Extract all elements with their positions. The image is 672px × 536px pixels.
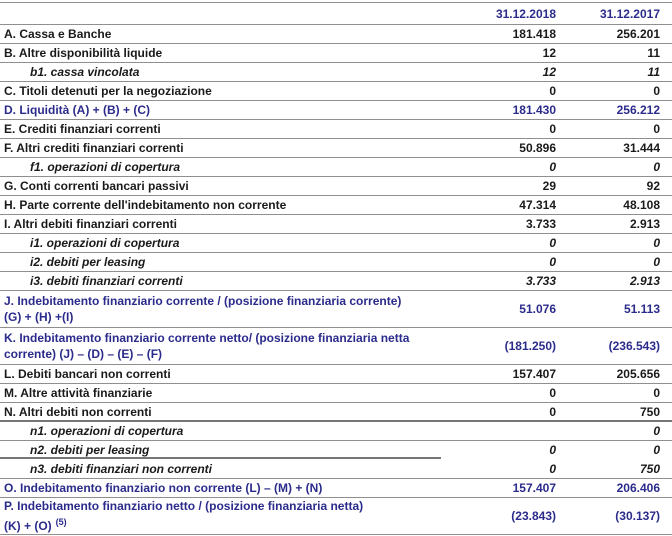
row-label	[0, 366, 445, 382]
row-label	[0, 216, 445, 232]
value-2017: 206.406	[616, 481, 660, 495]
row-label-line1: N. Altri debiti non correnti	[4, 404, 152, 419]
row-label	[0, 121, 445, 137]
row-label-line2-text: corrente) (J) – (D) – (E) – (F)	[4, 347, 163, 361]
table-row	[0, 120, 672, 139]
value-2018: 0	[549, 404, 556, 419]
row-label	[0, 404, 445, 420]
value-2018: 29	[542, 179, 556, 193]
value-2018: 12	[542, 46, 556, 60]
table-row	[0, 215, 672, 234]
row-label-line1: L. Debiti bancari non correnti	[4, 367, 171, 381]
row-label	[0, 159, 445, 175]
row-label	[0, 235, 445, 251]
value-2017: 256.212	[616, 103, 660, 117]
table-row	[0, 479, 672, 498]
row-label-line1: n3. debiti finanziari non correnti	[30, 462, 213, 476]
value-2017: 11	[647, 46, 660, 60]
value-2018: 50.896	[519, 141, 556, 155]
value-2018: 3.733	[525, 217, 556, 231]
table-row	[0, 63, 672, 82]
table-row	[0, 253, 672, 272]
table-row	[0, 101, 672, 120]
row-label	[0, 197, 445, 213]
row-label	[0, 442, 445, 458]
footnote-ref: (5)	[55, 517, 67, 527]
value-2017: 205.656	[616, 367, 660, 381]
row-label	[0, 293, 445, 325]
table-row	[0, 196, 672, 215]
value-2017: 0	[653, 424, 660, 438]
row-label	[0, 83, 445, 99]
value-2018: 47.314	[519, 198, 556, 212]
row-label-line1: K. Indebitamento finanziario corrente netto/ (posizione finanziaria netta	[4, 331, 410, 345]
value-2017: 0	[653, 255, 660, 269]
row-label-line1: M. Altre attività finanziarie	[4, 386, 153, 400]
value-2018: 181.430	[512, 103, 556, 117]
value-2018: 12	[542, 65, 556, 79]
table-row	[0, 139, 672, 158]
row-label	[0, 102, 445, 118]
column-header-2018: 31.12.2018	[495, 6, 556, 21]
table-row	[0, 44, 672, 63]
table-header-row	[0, 2, 672, 25]
value-2018: 0	[549, 122, 556, 136]
value-2018: (181.250)	[504, 339, 556, 353]
value-2018: 0	[549, 236, 556, 250]
row-label	[0, 461, 445, 477]
value-2018: (23.843)	[511, 509, 556, 523]
row-label-line1: E. Crediti finanziari correnti	[4, 122, 161, 136]
row-label-line1: b1. cassa vincolata	[30, 65, 140, 79]
row-label	[0, 498, 445, 534]
table-row	[0, 384, 672, 403]
row-label	[0, 330, 445, 362]
row-label-line1: J. Indebitamento finanziario corrente / (posizione finanziaria corrente)	[4, 294, 402, 308]
row-label-line2-text: (G) + (H) +(I)	[4, 310, 74, 324]
row-label-line1: G. Conti correnti bancari passivi	[4, 179, 189, 193]
row-label-line1: P. Indebitamento finanziario netto / (posizione finanziaria netta)	[4, 499, 364, 513]
row-label-line1: i3. debiti finanziari correnti	[30, 274, 183, 288]
row-label	[0, 273, 445, 289]
table-row	[0, 177, 672, 196]
value-2017: 2.913	[629, 274, 660, 288]
column-header-2017: 31.12.2017	[599, 6, 660, 21]
row-label	[0, 480, 445, 496]
value-2017: 0	[653, 236, 660, 250]
value-2017: 750	[639, 404, 660, 419]
row-label-line1: i2. debiti per leasing	[30, 255, 146, 269]
row-label	[0, 178, 445, 194]
row-label-line1: n1. operazioni di copertura	[30, 424, 184, 438]
row-label-line1: f1. operazioni di copertura	[30, 160, 181, 174]
row-label	[0, 26, 445, 42]
value-2018: 0	[549, 443, 556, 457]
row-label-line2-text: (K) + (O)	[4, 519, 52, 533]
value-2018: 181.418	[512, 27, 556, 41]
row-label	[0, 64, 445, 80]
value-2017: 2.913	[629, 217, 660, 231]
row-label	[0, 254, 445, 270]
value-2017: 92	[646, 179, 660, 193]
value-2017: 0	[653, 84, 660, 98]
value-2018: 51.076	[519, 302, 556, 316]
row-label-line1: C. Titoli detenuti per la negoziazione	[4, 84, 212, 98]
table-row	[0, 403, 672, 422]
value-2017: 0	[653, 443, 660, 457]
table-row	[0, 365, 672, 384]
row-label-line1: O. Indebitamento finanziario non corrente (L) – (M) + (N)	[4, 481, 323, 495]
row-label-line1: i1. operazioni di copertura	[30, 236, 180, 250]
row-label-line1: A. Cassa e Banche	[4, 27, 112, 41]
table-row	[0, 422, 672, 441]
value-2018: 0	[549, 84, 556, 98]
value-2017: 11	[647, 65, 660, 79]
table-row	[0, 25, 672, 44]
value-2017: 0	[653, 386, 660, 400]
value-2018: 0	[549, 462, 556, 476]
table-row	[0, 291, 672, 328]
row-label-line1: n2. debiti per leasing	[30, 443, 150, 457]
row-label-line1: F. Altri crediti finanziari correnti	[4, 141, 184, 155]
row-label	[0, 140, 445, 156]
table-row	[0, 328, 672, 365]
table-row	[0, 460, 672, 479]
table-row	[0, 272, 672, 291]
row-label-line2	[4, 514, 445, 534]
value-2018: 157.407	[512, 481, 556, 495]
table-row	[0, 82, 672, 101]
value-2017: 51.113	[623, 302, 660, 316]
value-2018: 0	[549, 160, 556, 174]
value-2017: 0	[653, 160, 660, 174]
value-2018: 0	[549, 255, 556, 269]
row-label-line1: I. Altri debiti finanziari correnti	[4, 217, 177, 231]
row-label	[0, 385, 445, 401]
row-label-line2	[4, 309, 445, 325]
table-row	[0, 234, 672, 253]
row-label	[0, 45, 445, 61]
row-label	[0, 423, 445, 439]
value-2017: 0	[653, 122, 660, 136]
value-2017: 31.444	[623, 141, 660, 155]
value-2017: 48.108	[623, 198, 660, 212]
table-row	[0, 158, 672, 177]
value-2017: (30.137)	[615, 509, 660, 523]
value-2018: 0	[549, 386, 556, 400]
row-label-line2	[4, 346, 445, 362]
table-row	[0, 498, 672, 535]
value-2017: 256.201	[616, 27, 660, 41]
value-2018: 3.733	[525, 274, 556, 288]
row-label-line1: B. Altre disponibilità liquide	[4, 46, 163, 60]
value-2017: 750	[639, 462, 660, 476]
value-2018: 157.407	[512, 367, 556, 381]
row-label-line1: D. Liquidità (A) + (B) + (C)	[4, 103, 150, 117]
table-row	[0, 441, 672, 460]
row-label-line1: H. Parte corrente dell'indebitamento non corrente	[4, 198, 287, 212]
table-body	[0, 25, 672, 535]
value-2017: (236.543)	[608, 339, 660, 353]
